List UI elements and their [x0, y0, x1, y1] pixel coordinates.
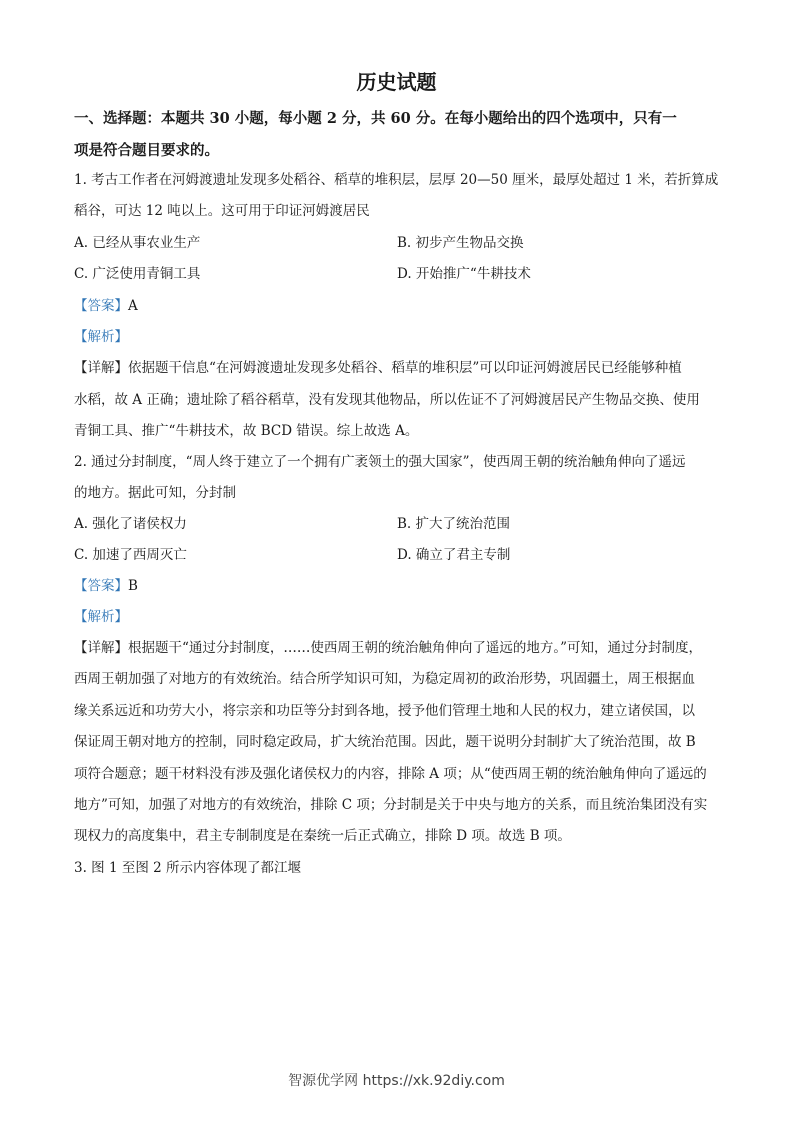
q2-stem-line-2: 的地方。据此可知，分封制: [74, 485, 236, 501]
q2-option-b: B. 扩大了统治范围: [397, 516, 511, 532]
q1-answer: [74, 296, 724, 316]
q1-detail-label: 【详解】: [74, 360, 128, 376]
q2-detail-line-1: [74, 638, 724, 658]
q1-analysis-label: 【解析】: [74, 329, 128, 345]
q1-detail-text-1: 依据题干信息“在河姆渡遗址发现多处稻谷、稻草的堆积层”可以印证河姆渡居民已经能够种植: [128, 360, 682, 376]
page-title: 历史试题: [356, 70, 437, 94]
q2-answer-label: 【答案】: [74, 578, 128, 594]
q1-option-d: D. 开始推广“牛耕技术: [397, 266, 531, 282]
q2-detail-line-5: 项符合题意；题干材料没有涉及强化诸侯权力的内容，排除 A 项；从“使西周王朝的统治触角伸向了遥远的: [74, 766, 707, 782]
q3-stem-line-1: 3. 图 1 至图 2 所示内容体现了都江堰: [74, 860, 302, 876]
q2-answer: [74, 576, 724, 596]
q2-detail-line-7: 现权力的高度集中，君主专制制度是在秦统一后正式确立，排除 D 项。故选 B 项。: [74, 828, 571, 844]
q2-answer-value: B: [128, 578, 138, 594]
q2-detail-label: 【详解】: [74, 640, 128, 656]
q2-detail-line-6: 地方”可知，加强了对地方的有效统治，排除 C 项；分封制是关于中央与地方的关系，而且统治集团没有实: [74, 797, 708, 813]
q1-analysis: [74, 327, 724, 347]
q1-answer-label: 【答案】: [74, 298, 128, 314]
q1-option-b: B. 初步产生物品交换: [397, 235, 524, 251]
q1-detail-line-2: 水稻，故 A 正确；遗址除了稻谷稻草，没有发现其他物品，所以佐证不了河姆渡居民产生物品交换、使用: [74, 392, 700, 408]
footer-watermark: 智源优学网 https://xk.92diy.com: [288, 1073, 505, 1089]
q2-detail-line-4: 保证周王朝对地方的控制，同时稳定政局，扩大统治范围。因此，题干说明分封制扩大了统治范围，故 B: [74, 734, 696, 750]
q2-option-a: A. 强化了诸侯权力: [74, 516, 187, 532]
q1-stem-line-1: 1. 考古工作者在河姆渡遗址发现多处稻谷、稻草的堆积层，层厚 20—50 厘米，最厚处超过 1 米，若折算成: [74, 172, 719, 188]
q2-detail-line-2: 西周王朝加强了对地方的有效统治。结合所学知识可知，为稳定周初的政治形势，巩固疆土，周王根据血: [74, 671, 695, 687]
section-heading-line-2: 项是符合题目要求的。: [74, 142, 219, 159]
q2-option-c: C. 加速了西周灭亡: [74, 547, 187, 563]
q2-option-d: D. 确立了君主专制: [397, 547, 511, 563]
q1-detail-line-1: [74, 358, 724, 378]
q2-detail-line-3: 缘关系远近和功劳大小，将宗亲和功臣等分封到各地，授予他们管理土地和人民的权力，建立诸侯国，以: [74, 703, 695, 719]
q2-detail-text-1: 根据题干“通过分封制度，……使西周王朝的统治触角伸向了遥远的地方。”可知，通过分封制度，: [128, 640, 703, 656]
q2-analysis-label: 【解析】: [74, 609, 128, 625]
q1-detail-line-3: 青铜工具、推广“牛耕技术，故 BCD 错误。综上故选 A。: [74, 423, 419, 439]
q1-answer-value: A: [128, 298, 138, 314]
section-heading-line-1: 一、选择题：本题共 30 小题，每小题 2 分，共 60 分。在每小题给出的四个选项中，只有一: [74, 110, 677, 127]
q2-stem-line-1: 2. 通过分封制度，“周人终于建立了一个拥有广袤领土的强大国家”，使西周王朝的统治触角伸向了遥远: [74, 454, 686, 470]
q1-option-a: A. 已经从事农业生产: [74, 235, 201, 251]
q2-analysis: [74, 607, 724, 627]
q1-option-c: C. 广泛使用青铜工具: [74, 266, 201, 282]
q1-stem-line-2: 稻谷，可达 12 吨以上。这可用于印证河姆渡居民: [74, 203, 370, 219]
